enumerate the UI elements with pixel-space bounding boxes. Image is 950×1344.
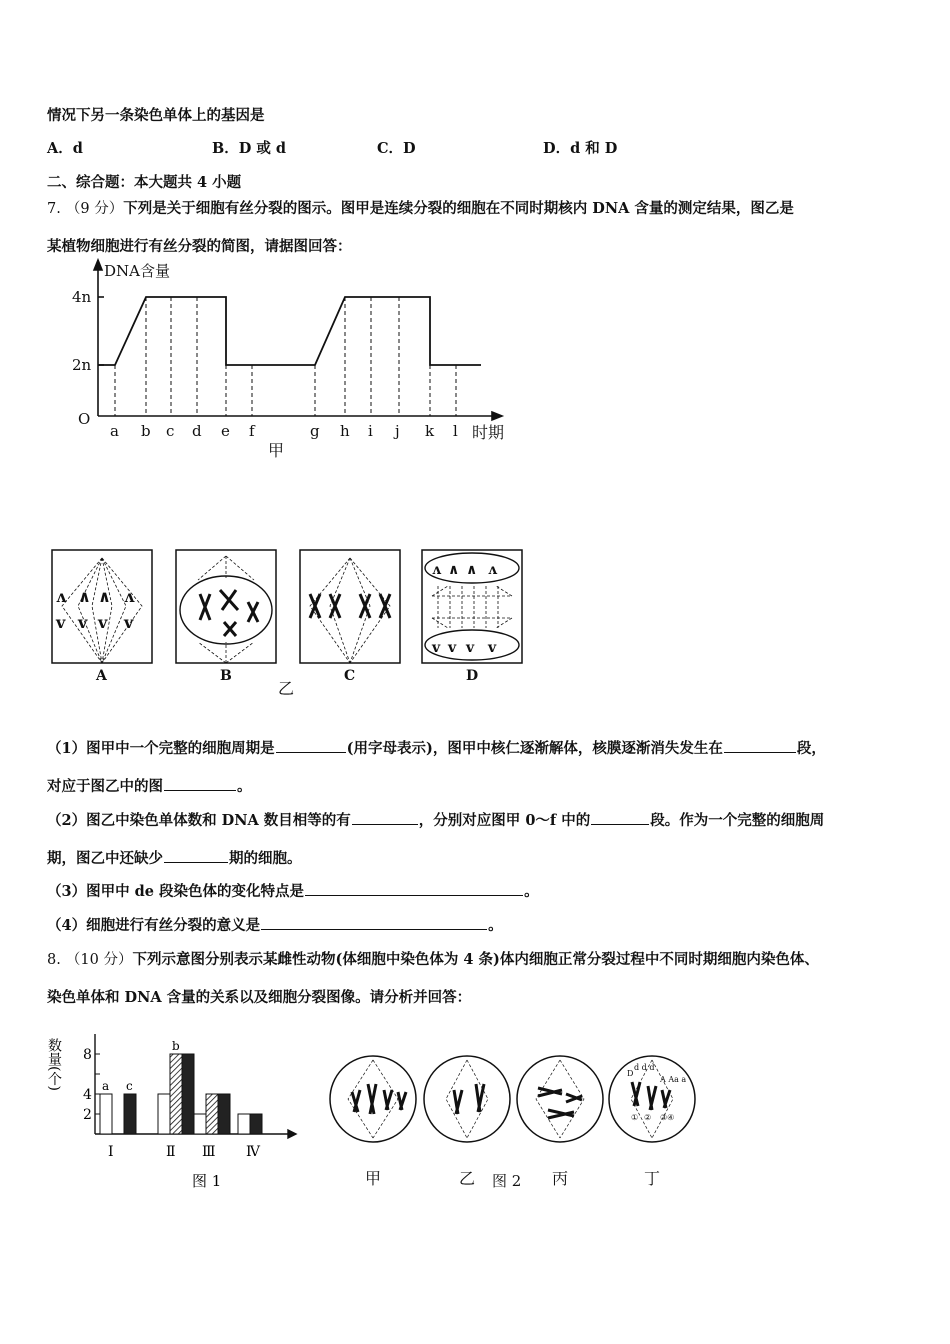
fig1-ylabel: 数量(个) [46, 1038, 62, 1091]
answer-blank[interactable] [164, 776, 236, 791]
option-a: A．d [47, 140, 83, 157]
svg-text:v: v [98, 613, 108, 632]
answer-blank[interactable] [724, 738, 796, 753]
q8-stem-line2: 染色单体和 DNA 含量的关系以及细胞分裂图像。请分析并回答： [47, 989, 472, 1006]
svg-text:v: v [488, 640, 497, 656]
cell-bing [517, 1056, 603, 1142]
q8-stem-line1 [47, 948, 819, 969]
panel-label-b: B [220, 668, 232, 684]
fig1-bar-c [182, 1054, 194, 1134]
answer-blank[interactable] [591, 810, 649, 825]
cell-yi [424, 1056, 510, 1142]
svg-text:③④: ③④ [660, 1113, 675, 1122]
x-tick-i: i [368, 422, 373, 440]
panel-a [52, 550, 152, 663]
fig1-bar-a [158, 1094, 170, 1134]
svg-text:d d d: d d d [634, 1063, 655, 1072]
section-title: 二、综合题：本大题共 4 小题 [47, 174, 242, 191]
fig1-bar-c [218, 1094, 230, 1134]
svg-text:ʌ: ʌ [488, 562, 497, 578]
x-tick-g: g [310, 422, 320, 440]
option-b: B．D 或 d [212, 140, 287, 157]
chart-ylabel: DNA含量 [104, 262, 170, 280]
x-tick-b: b [141, 422, 151, 440]
x-tick-h: h [340, 422, 350, 440]
q7-sub1-line1: （1）图甲中一个完整的细胞周期是 (用字母表示)，图甲中核仁逐渐解体，核膜逐渐消失发生在 段， [47, 740, 826, 757]
q7-number: 7. [47, 201, 61, 217]
q7-score: （9 分） [65, 201, 124, 217]
svg-text:ʌ: ʌ [124, 587, 135, 606]
q7-sub3: （3）图甲中 de 段染色体的变化特点是 。 [47, 883, 539, 900]
figure-1-bar-chart [46, 1024, 310, 1194]
fig1-bar-a [100, 1094, 112, 1134]
option-d: D．d 和 D [543, 140, 618, 157]
fig1-y-tick-label: 8 [83, 1047, 92, 1063]
svg-text:v: v [448, 640, 457, 656]
svg-text:∧: ∧ [448, 562, 460, 578]
x-tick-c: c [166, 422, 175, 440]
x-tick-l: l [453, 422, 458, 440]
svg-text:∧: ∧ [466, 562, 478, 578]
q8-stem1: 下列示意图分别表示某雌性动物(体细胞中染色体为 4 条)体内细胞正常分裂过程中不同时期细胞内染色体、 [132, 951, 819, 968]
chart-xlabel: 时期 [472, 423, 505, 442]
svg-text:v: v [124, 613, 134, 632]
svg-text:v: v [466, 640, 475, 656]
fig1-caption: 图 1 [192, 1172, 222, 1190]
lead-line: 情况下另一条染色单体上的基因是 [47, 107, 265, 124]
origin-label: O [78, 410, 91, 428]
answer-blank[interactable] [276, 738, 346, 753]
svg-text:v: v [78, 613, 88, 632]
fig2-label-yi: 乙 [459, 1169, 476, 1188]
fig1-series-label: a [102, 1079, 110, 1093]
x-tick-d: d [192, 422, 202, 440]
x-tick-f: f [249, 422, 255, 440]
svg-text:ʌ: ʌ [432, 562, 441, 578]
y-axis-arrow [94, 260, 102, 270]
q7-sub1-line2: 对应于图乙中的图 。 [47, 778, 252, 795]
panel-c [300, 550, 400, 663]
figure-yi [48, 546, 528, 698]
fig1-series-label: b [172, 1039, 180, 1053]
q7-sub2-line1: （2）图乙中染色单体数和 DNA 数目相等的有 ，分别对应图甲 0～f 中的 段。作为一个完整的细胞周 [47, 812, 825, 829]
svg-text:∧: ∧ [78, 587, 91, 606]
svg-text:v: v [432, 640, 441, 656]
panel-label-a: A [96, 668, 107, 684]
fig1-bar-a [238, 1114, 250, 1134]
fig1-category-label: Ⅱ [166, 1144, 176, 1160]
x-tick-k: k [425, 422, 435, 440]
fig1-bar-c [250, 1114, 262, 1134]
fig1-bar-a [194, 1114, 206, 1134]
q8-number: 8. [47, 952, 61, 968]
answer-blank[interactable] [305, 881, 523, 896]
q7-stem-line2: 某植物细胞进行有丝分裂的简图，请据图回答： [47, 238, 352, 255]
answer-blank[interactable] [164, 848, 228, 863]
fig1-series-label: c [126, 1079, 133, 1093]
q7-sub2-line2: 期，图乙中还缺少 期的细胞。 [47, 850, 302, 867]
fig1-bar-b [206, 1094, 218, 1134]
fig1-category-label: Ⅰ [108, 1144, 114, 1160]
x-axis-arrow [492, 412, 502, 420]
fig1-category-label: Ⅲ [202, 1144, 216, 1160]
figure-2 [326, 1054, 706, 1194]
fig2-label-jia: 甲 [365, 1169, 382, 1188]
fig2-label-ding: 丁 [644, 1169, 661, 1188]
fig1-category-label: Ⅳ [246, 1144, 260, 1160]
x-tick-j: j [395, 422, 400, 440]
tick-4n: 4n [72, 288, 92, 306]
q7-stem-line1 [47, 197, 794, 218]
svg-text:ʌ: ʌ [56, 587, 67, 606]
x-tick-a: a [110, 422, 119, 440]
option-c: C．D [377, 140, 416, 157]
fig1-bar-c [124, 1094, 136, 1134]
answer-blank[interactable] [261, 915, 487, 930]
panel-label-c: C [344, 668, 356, 684]
panel-b [176, 550, 276, 663]
q8-score: （10 分） [65, 952, 133, 968]
chart-caption: 甲 [268, 441, 285, 460]
fig1-y-tick-label: 2 [83, 1107, 92, 1123]
fig2-caption: 图 2 [492, 1172, 522, 1190]
chart-jia [68, 258, 528, 463]
panel-label-d: D [466, 668, 479, 684]
x-tick-e: e [221, 422, 230, 440]
answer-blank[interactable] [352, 810, 418, 825]
q7-stem1: 下列是关于细胞有丝分裂的图示。图甲是连续分裂的细胞在不同时期核内 DNA 含量的测定结果，图乙是 [123, 200, 794, 217]
svg-text:D: D [627, 1069, 634, 1078]
panel-d [422, 550, 522, 663]
fig1-bar-b [170, 1054, 182, 1134]
fig1-y-tick-label: 4 [83, 1087, 92, 1103]
svg-text:∧: ∧ [98, 587, 111, 606]
tick-2n: 2n [72, 356, 92, 374]
svg-text:①: ① [631, 1113, 639, 1122]
svg-text:v: v [56, 613, 66, 632]
svg-text:②: ② [644, 1113, 652, 1122]
svg-text:A Aa a: A Aa a [660, 1075, 687, 1084]
dna-curve [98, 297, 481, 365]
q7-sub4: （4）细胞进行有丝分裂的意义是 。 [47, 917, 503, 934]
figure-yi-caption: 乙 [278, 679, 295, 698]
fig2-label-bing: 丙 [552, 1169, 569, 1188]
